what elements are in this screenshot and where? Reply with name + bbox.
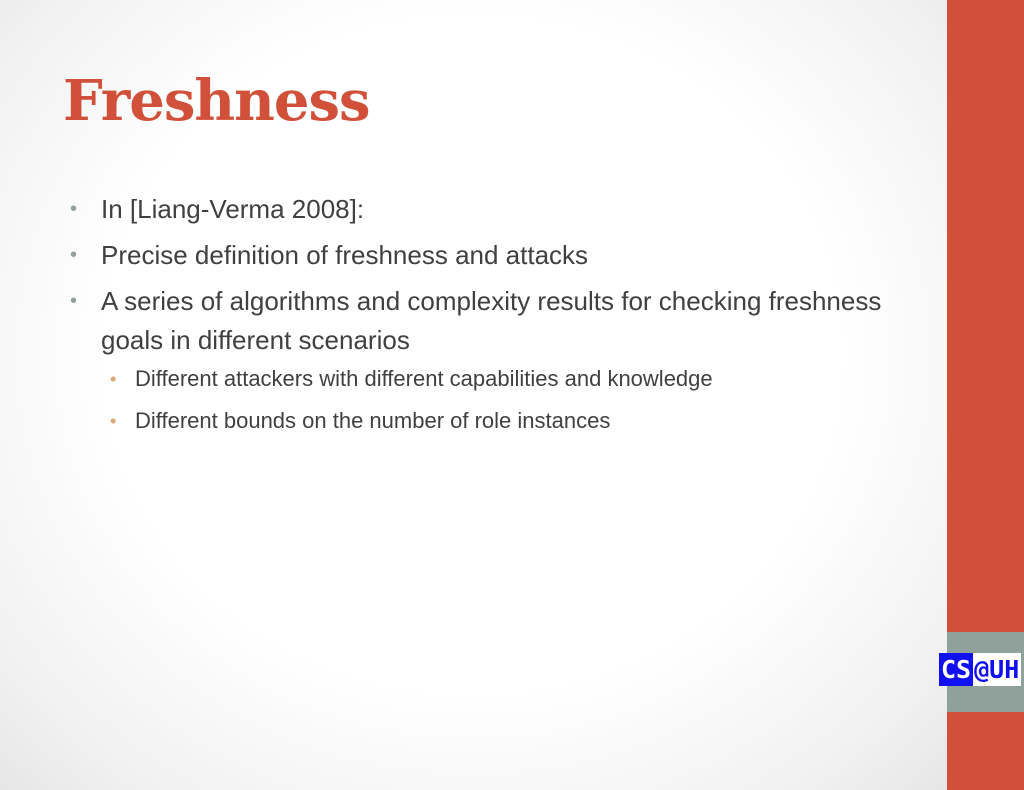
bullet-text: A series of algorithms and complexity results for checking freshness goals in different scenarios (101, 286, 882, 355)
logo-uh-text: @UH (974, 655, 1020, 684)
sub-bullet-item (70, 404, 920, 438)
cs-uh-logo (939, 653, 1021, 686)
bullet-dot-icon: • (70, 244, 78, 266)
sub-bullet-dot-icon: • (110, 411, 117, 431)
sub-bullet-text: Different attackers with different capabilities and knowledge (135, 366, 713, 391)
bullet-list (70, 190, 920, 446)
sub-bullet-text: Different bounds on the number of role instances (135, 408, 611, 433)
slide-title: Freshness (63, 68, 370, 134)
bullet-text: Precise definition of freshness and attacks (101, 240, 589, 270)
sub-bullet-item (70, 362, 920, 396)
sub-bullet-dot-icon: • (110, 369, 117, 389)
bullet-item (70, 190, 920, 229)
bullet-text: In [Liang-Verma 2008]: (101, 194, 365, 224)
bullet-dot-icon: • (70, 198, 78, 220)
logo-cs-text: CS (941, 655, 972, 684)
bullet-dot-icon: • (70, 290, 78, 312)
bullet-item (70, 282, 920, 360)
bullet-item (70, 236, 920, 275)
